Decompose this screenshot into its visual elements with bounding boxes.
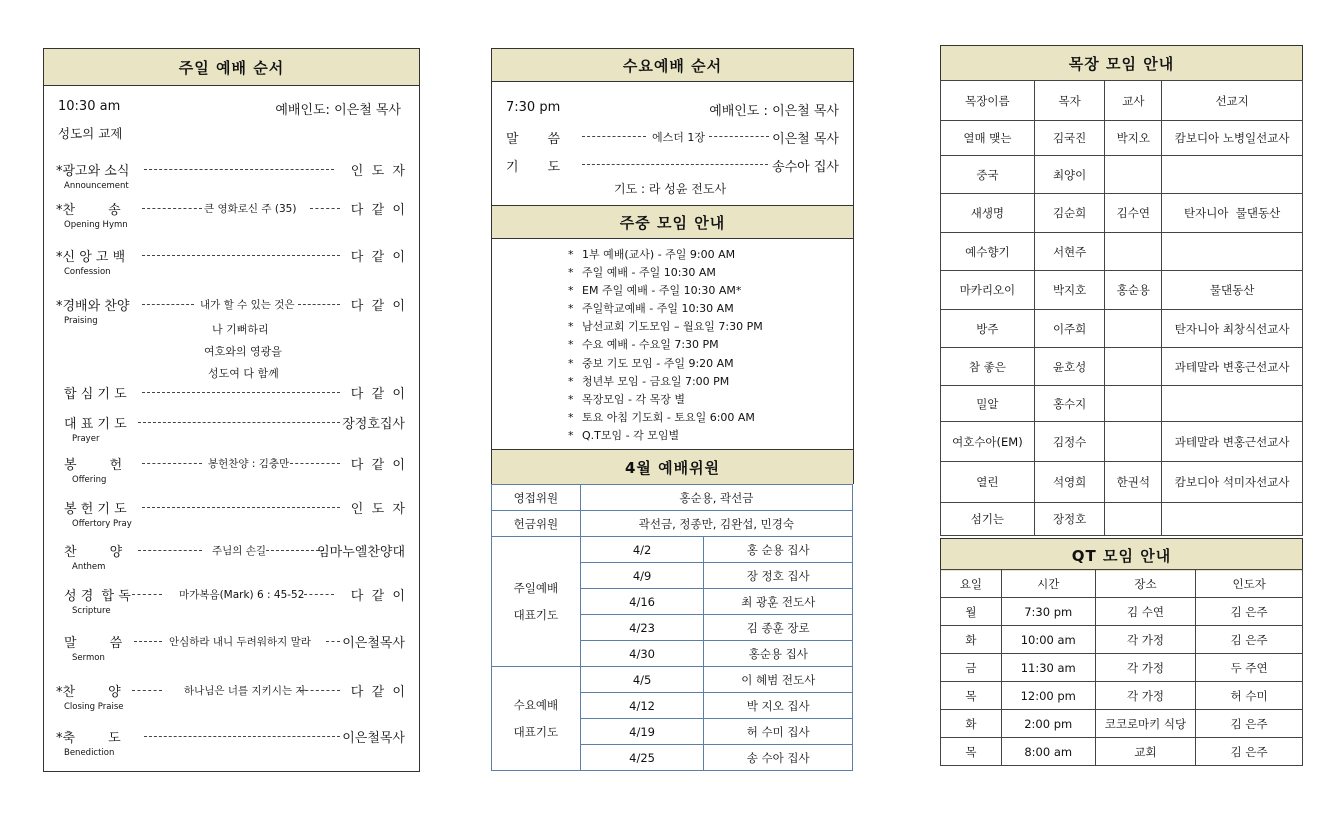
- table-row: [941, 310, 1303, 348]
- table-cell: 캄보디아 석미자선교사: [1162, 462, 1303, 503]
- order-item-name: 대 표 기 도: [64, 417, 127, 432]
- order-item-name: 말 씀: [64, 636, 123, 651]
- order-item-name: *축 도: [56, 731, 121, 746]
- table-cell: 열매 맺는: [941, 121, 1035, 156]
- table-header-row: [941, 81, 1303, 121]
- table-row: [941, 121, 1303, 156]
- bullet-icon: *: [568, 374, 574, 388]
- table-cell: 두 주연: [1196, 654, 1303, 682]
- prayer-person: 홍순용 집사: [704, 641, 853, 667]
- order-item-leader: 다 같 이: [350, 250, 405, 265]
- prayer-person: 장 정호 집사: [704, 563, 853, 589]
- order-item-english: Prayer: [72, 434, 100, 444]
- order-item-name: 봉 헌: [64, 458, 123, 473]
- bullet-icon: *: [568, 320, 574, 334]
- prayer-date: 4/16: [580, 589, 704, 615]
- prayer-date: 4/23: [580, 615, 704, 641]
- order-item-detail: 안심하라 내니 두려워하지 말라: [169, 636, 311, 648]
- sunday-prayer-label: [492, 537, 581, 667]
- table-cell: 8:00 am: [1001, 738, 1095, 766]
- praise-song-line: 나 기뻐하리: [212, 323, 269, 336]
- divider-dash: [132, 690, 162, 691]
- divider-dash: [142, 392, 340, 393]
- table-row: [941, 233, 1303, 271]
- order-item-detail: 내가 할 수 있는 것은: [200, 299, 295, 311]
- offering-label: 헌금위원: [492, 511, 581, 537]
- weekly-meeting-item: [568, 427, 763, 445]
- order-item-leader: 임마누엘찬양대: [317, 545, 405, 560]
- order-item-leader: 다 같 이: [350, 387, 405, 402]
- table-cell: [1162, 233, 1303, 271]
- divider-dash: [326, 641, 340, 642]
- wednesday-time: 7:30 pm: [506, 100, 561, 115]
- table-cell: [1105, 348, 1162, 386]
- sunday-service-title: 주일 예배 순서: [44, 49, 419, 86]
- prayer-person: 홍 순용 집사: [704, 537, 853, 563]
- prayer-date: 4/9: [580, 563, 704, 589]
- table-cell: 한권석: [1105, 462, 1162, 503]
- weekly-meeting-text: 목장모임 - 각 목장 별: [582, 392, 685, 406]
- praise-song-line: 성도여 다 함께: [208, 367, 279, 380]
- order-item-leader: 이은철목사: [342, 731, 405, 746]
- wednesday-prayer-label-line1: 수요예배: [513, 697, 559, 712]
- table-cell: 금: [941, 654, 1002, 682]
- column-header: 시간: [1001, 570, 1095, 598]
- order-item-english: Opening Hymn: [64, 220, 128, 230]
- weekly-meeting-text: 중보 기도 모임 - 주일 9:20 AM: [582, 356, 734, 370]
- wednesday-sermon-label: 말 씀: [506, 132, 561, 147]
- weekly-meeting-item: [568, 373, 763, 391]
- divider-dash: [142, 507, 340, 508]
- table-cell: 김 수연: [1095, 598, 1196, 626]
- column-header: 교사: [1105, 81, 1162, 121]
- table-row: [941, 156, 1303, 194]
- column-header: 요일: [941, 570, 1002, 598]
- table-row: [941, 654, 1303, 682]
- table-cell: [1105, 386, 1162, 422]
- table-cell: 12:00 pm: [1001, 682, 1095, 710]
- table-cell: 7:30 pm: [1001, 598, 1095, 626]
- order-item-name: *찬 양: [56, 685, 121, 700]
- bullet-icon: *: [568, 410, 574, 424]
- table-cell: [1162, 386, 1303, 422]
- wednesday-prayer-person: 송수아 집사: [772, 160, 839, 175]
- divider-dash: [300, 690, 340, 691]
- table-row: [492, 667, 853, 693]
- table-cell: 김 은주: [1196, 598, 1303, 626]
- weekly-meeting-item: [568, 409, 763, 427]
- divider-dash: [298, 304, 340, 305]
- divider-dash: [138, 550, 202, 551]
- qt-table: [940, 569, 1303, 766]
- table-cell: 물댄동산: [1162, 271, 1303, 310]
- table-cell: 최양이: [1034, 156, 1105, 194]
- table-cell: 허 수미: [1196, 682, 1303, 710]
- table-cell: 김 은주: [1196, 738, 1303, 766]
- qt-title: QT 모임 안내: [941, 539, 1302, 571]
- weekly-meeting-item: [568, 264, 763, 282]
- divider-dash: [142, 255, 340, 256]
- table-cell: 홍수지: [1034, 386, 1105, 422]
- praise-song-line: 여호와의 영광을: [204, 345, 282, 358]
- order-item-detail: 주님의 손길: [212, 545, 267, 557]
- weekly-meeting-text: 1부 예배(교사) - 주일 9:00 AM: [582, 248, 736, 261]
- table-cell: 새생명: [941, 194, 1035, 233]
- greeters-label: 영접위원: [492, 485, 581, 511]
- divider-dash: [134, 641, 162, 642]
- bullet-icon: *: [568, 248, 574, 261]
- wednesday-prayer-label: [492, 667, 581, 771]
- order-item-english: Praising: [64, 316, 98, 326]
- table-cell: 11:30 am: [1001, 654, 1095, 682]
- table-cell: 화: [941, 626, 1002, 654]
- prayer-date: 4/25: [580, 745, 704, 771]
- bullet-icon: *: [568, 284, 574, 298]
- table-cell: 장정호: [1034, 503, 1105, 536]
- weekly-meeting-text: 토요 아침 기도회 - 토요일 6:00 AM: [582, 410, 755, 424]
- table-cell: 참 좋은: [941, 348, 1035, 386]
- bullet-icon: *: [568, 428, 574, 442]
- weekly-meeting-text: 남선교회 기도모임 – 월요일 7:30 PM: [582, 320, 763, 334]
- prayer-date: 4/19: [580, 719, 704, 745]
- wednesday-service-title: 수요예배 순서: [492, 49, 853, 82]
- table-row: [941, 738, 1303, 766]
- table-cell: 교회: [1095, 738, 1196, 766]
- order-item-leader: 인 도 자: [350, 164, 405, 179]
- weekly-meeting-item: [568, 246, 763, 264]
- order-item-detail: 큰 영화로신 주 (35): [204, 203, 297, 215]
- table-cell: 여호수아(EM): [941, 422, 1035, 462]
- table-cell: 예수향기: [941, 233, 1035, 271]
- bullet-icon: *: [568, 392, 574, 406]
- sunday-leader: 예배인도: 이은철 목사: [275, 103, 401, 118]
- order-item-name: *찬 송: [56, 203, 121, 218]
- table-cell: 탄자니아 최창식선교사: [1162, 310, 1303, 348]
- prayer-person: 박 지오 집사: [704, 693, 853, 719]
- divider-dash: [144, 736, 340, 737]
- table-cell: 과테말라 변홍근선교사: [1162, 348, 1303, 386]
- order-item-detail: 마가복음(Mark) 6 : 45-52: [179, 589, 305, 601]
- table-cell: 목: [941, 738, 1002, 766]
- bullet-icon: *: [568, 338, 574, 352]
- order-item-detail: 봉헌찬양 : 김충만: [208, 458, 290, 470]
- table-cell: [1105, 310, 1162, 348]
- table-cell: 탄자니아 물댄동산: [1162, 194, 1303, 233]
- order-item-english: Confession: [64, 267, 111, 277]
- order-item-name: *신 앙 고 백: [56, 250, 126, 265]
- table-cell: 과테말라 변홍근선교사: [1162, 422, 1303, 462]
- weekly-meeting-text: Q.T모임 - 각 모임별: [582, 428, 680, 442]
- table-row: [941, 710, 1303, 738]
- prayer-person: 허 수미 집사: [704, 719, 853, 745]
- table-row: [941, 348, 1303, 386]
- table-cell: [1105, 503, 1162, 536]
- table-cell: 10:00 am: [1001, 626, 1095, 654]
- table-cell: 김 은주: [1196, 626, 1303, 654]
- weekly-meetings-panel: [491, 205, 854, 450]
- prayer-person: 이 혜범 전도사: [704, 667, 853, 693]
- table-row: [941, 626, 1303, 654]
- prayer-person: 김 종훈 장로: [704, 615, 853, 641]
- table-cell: 목: [941, 682, 1002, 710]
- wednesday-prayer-label-line2: 대표기도: [513, 724, 559, 739]
- table-row: [492, 537, 853, 563]
- order-item-name: *경배와 찬양: [56, 299, 130, 314]
- order-item-leader: 다 같 이: [350, 299, 405, 314]
- divider-dash: [582, 136, 646, 137]
- table-cell: 박지호: [1034, 271, 1105, 310]
- table-row: [941, 682, 1303, 710]
- weekly-meeting-text: 주일 예배 - 주일 10:30 AM: [582, 266, 716, 280]
- weekly-meeting-item: [568, 336, 763, 354]
- sunday-time: 10:30 am: [58, 99, 121, 114]
- table-cell: 석영희: [1034, 462, 1105, 503]
- prayer-person: 송 수아 집사: [704, 745, 853, 771]
- table-cell: 섬기는: [941, 503, 1035, 536]
- order-item-english: Offertory Pray: [72, 519, 132, 529]
- divider-dash: [266, 550, 324, 551]
- table-cell: 중국: [941, 156, 1035, 194]
- table-cell: [1105, 233, 1162, 271]
- divider-dash: [138, 422, 340, 423]
- order-item-name: 합 심 기 도: [64, 387, 127, 402]
- order-item-name: *광고와 소식: [56, 164, 130, 179]
- table-row: [941, 422, 1303, 462]
- order-item-detail: 하나님은 너를 지키시는 자: [184, 685, 306, 697]
- sunday-prayer-label-line2: 대표기도: [513, 607, 559, 622]
- bullet-icon: *: [568, 356, 574, 370]
- divider-dash: [582, 164, 768, 165]
- weekly-meeting-text: 청년부 모임 - 금요일 7:00 PM: [582, 374, 730, 388]
- table-cell: 홍순용: [1105, 271, 1162, 310]
- prayer-date: 4/12: [580, 693, 704, 719]
- order-item-name: 찬 양: [64, 545, 123, 560]
- table-cell: 윤호성: [1034, 348, 1105, 386]
- table-cell: 김정수: [1034, 422, 1105, 462]
- table-row: [941, 462, 1303, 503]
- mokjang-table: [940, 80, 1303, 536]
- column-header: 장소: [1095, 570, 1196, 598]
- table-row: [941, 598, 1303, 626]
- table-cell: 밀알: [941, 386, 1035, 422]
- order-item-leader: 다 같 이: [350, 458, 405, 473]
- order-item-leader: 다 같 이: [350, 203, 405, 218]
- order-item-english: Offering: [72, 475, 107, 485]
- prayer-date: 4/5: [580, 667, 704, 693]
- column-header: 목장이름: [941, 81, 1035, 121]
- order-item-english: Scripture: [72, 606, 111, 616]
- table-cell: 각 가정: [1095, 682, 1196, 710]
- weekly-meeting-item: [568, 391, 763, 409]
- weekly-meeting-item: [568, 300, 763, 318]
- table-cell: 2:00 pm: [1001, 710, 1095, 738]
- divider-dash: [304, 594, 334, 595]
- divider-dash: [132, 594, 162, 595]
- table-cell: 김국진: [1034, 121, 1105, 156]
- prayer-date: 4/2: [580, 537, 704, 563]
- table-cell: [1105, 156, 1162, 194]
- offering-names: 곽선금, 정종만, 김완섭, 민경숙: [580, 511, 852, 537]
- table-cell: 각 가정: [1095, 626, 1196, 654]
- table-row: [941, 271, 1303, 310]
- table-cell: 화: [941, 710, 1002, 738]
- table-cell: 김 은주: [1196, 710, 1303, 738]
- table-cell: 열린: [941, 462, 1035, 503]
- divider-dash: [709, 136, 769, 137]
- weekly-meetings-list: [568, 246, 763, 445]
- wednesday-prayer-note: 기도 : 라 성윤 전도사: [614, 182, 727, 196]
- table-cell: 마카리오이: [941, 271, 1035, 310]
- order-item-english: Sermon: [72, 653, 105, 663]
- order-item-english: Closing Praise: [64, 702, 124, 712]
- order-item-leader: 인 도 자: [350, 502, 405, 517]
- table-header-row: [941, 570, 1303, 598]
- weekly-meetings-title: 주중 모임 안내: [492, 206, 853, 239]
- sunday-fellowship: 성도의 교제: [58, 126, 123, 141]
- column-header: 목자: [1034, 81, 1105, 121]
- sunday-prayer-label-line1: 주일예배: [513, 580, 559, 595]
- mokjang-title: 목장 모임 안내: [941, 46, 1302, 81]
- order-item-leader: 장정호집사: [342, 417, 405, 432]
- order-item-english: Benediction: [64, 748, 115, 758]
- divider-dash: [310, 208, 340, 209]
- table-row: [941, 194, 1303, 233]
- wednesday-sermon-text: 에스더 1장: [652, 131, 705, 144]
- april-committee-panel: [491, 449, 854, 484]
- table-cell: 각 가정: [1095, 654, 1196, 682]
- bullet-icon: *: [568, 302, 574, 316]
- order-item-name: 봉 헌 기 도: [64, 502, 127, 517]
- sunday-service-panel: [43, 48, 420, 772]
- divider-dash: [142, 463, 202, 464]
- weekly-meeting-text: EM 주일 예배 - 주일 10:30 AM*: [582, 284, 742, 298]
- wednesday-sermon-speaker: 이은철 목사: [772, 132, 839, 147]
- table-cell: [1162, 156, 1303, 194]
- table-cell: 월: [941, 598, 1002, 626]
- table-cell: 박지오: [1105, 121, 1162, 156]
- wednesday-prayer-label: 기 도: [506, 160, 561, 175]
- mokjang-panel: [940, 45, 1303, 81]
- greeters-names: 홍순용, 곽선금: [580, 485, 852, 511]
- qt-panel: [940, 538, 1303, 570]
- order-item-english: Anthem: [72, 562, 106, 572]
- divider-dash: [144, 169, 334, 170]
- table-row: [941, 386, 1303, 422]
- table-cell: 김수연: [1105, 194, 1162, 233]
- divider-dash: [290, 463, 340, 464]
- table-cell: [1162, 503, 1303, 536]
- column-header: 인도자: [1196, 570, 1303, 598]
- table-cell: 코코로마키 식당: [1095, 710, 1196, 738]
- wednesday-service-panel: [491, 48, 854, 206]
- april-committee-table: [491, 484, 853, 771]
- weekly-meeting-item: [568, 355, 763, 373]
- table-cell: 캄보디아 노병일선교사: [1162, 121, 1303, 156]
- column-header: 선교지: [1162, 81, 1303, 121]
- weekly-meeting-text: 수요 예배 - 수요일 7:30 PM: [582, 338, 719, 352]
- table-cell: 이주희: [1034, 310, 1105, 348]
- order-item-name: 성 경 합 독: [64, 589, 131, 604]
- prayer-person: 최 광훈 전도사: [704, 589, 853, 615]
- table-cell: [1105, 422, 1162, 462]
- table-cell: 김순희: [1034, 194, 1105, 233]
- divider-dash: [142, 208, 202, 209]
- order-item-english: Announcement: [64, 181, 129, 191]
- table-cell: 방주: [941, 310, 1035, 348]
- weekly-meeting-text: 주일학교예배 - 주일 10:30 AM: [582, 302, 734, 316]
- weekly-meeting-item: [568, 318, 763, 336]
- order-item-leader: 다 같 이: [350, 685, 405, 700]
- order-item-leader: 이은철목사: [342, 636, 405, 651]
- prayer-date: 4/30: [580, 641, 704, 667]
- weekly-meeting-item: [568, 282, 763, 300]
- bullet-icon: *: [568, 266, 574, 280]
- order-item-leader: 다 같 이: [350, 589, 405, 604]
- april-committee-title: 4월 예배위원: [492, 450, 853, 485]
- wednesday-leader: 예배인도 : 이은철 목사: [709, 104, 839, 119]
- divider-dash: [142, 304, 194, 305]
- table-cell: 서현주: [1034, 233, 1105, 271]
- table-row: [941, 503, 1303, 536]
